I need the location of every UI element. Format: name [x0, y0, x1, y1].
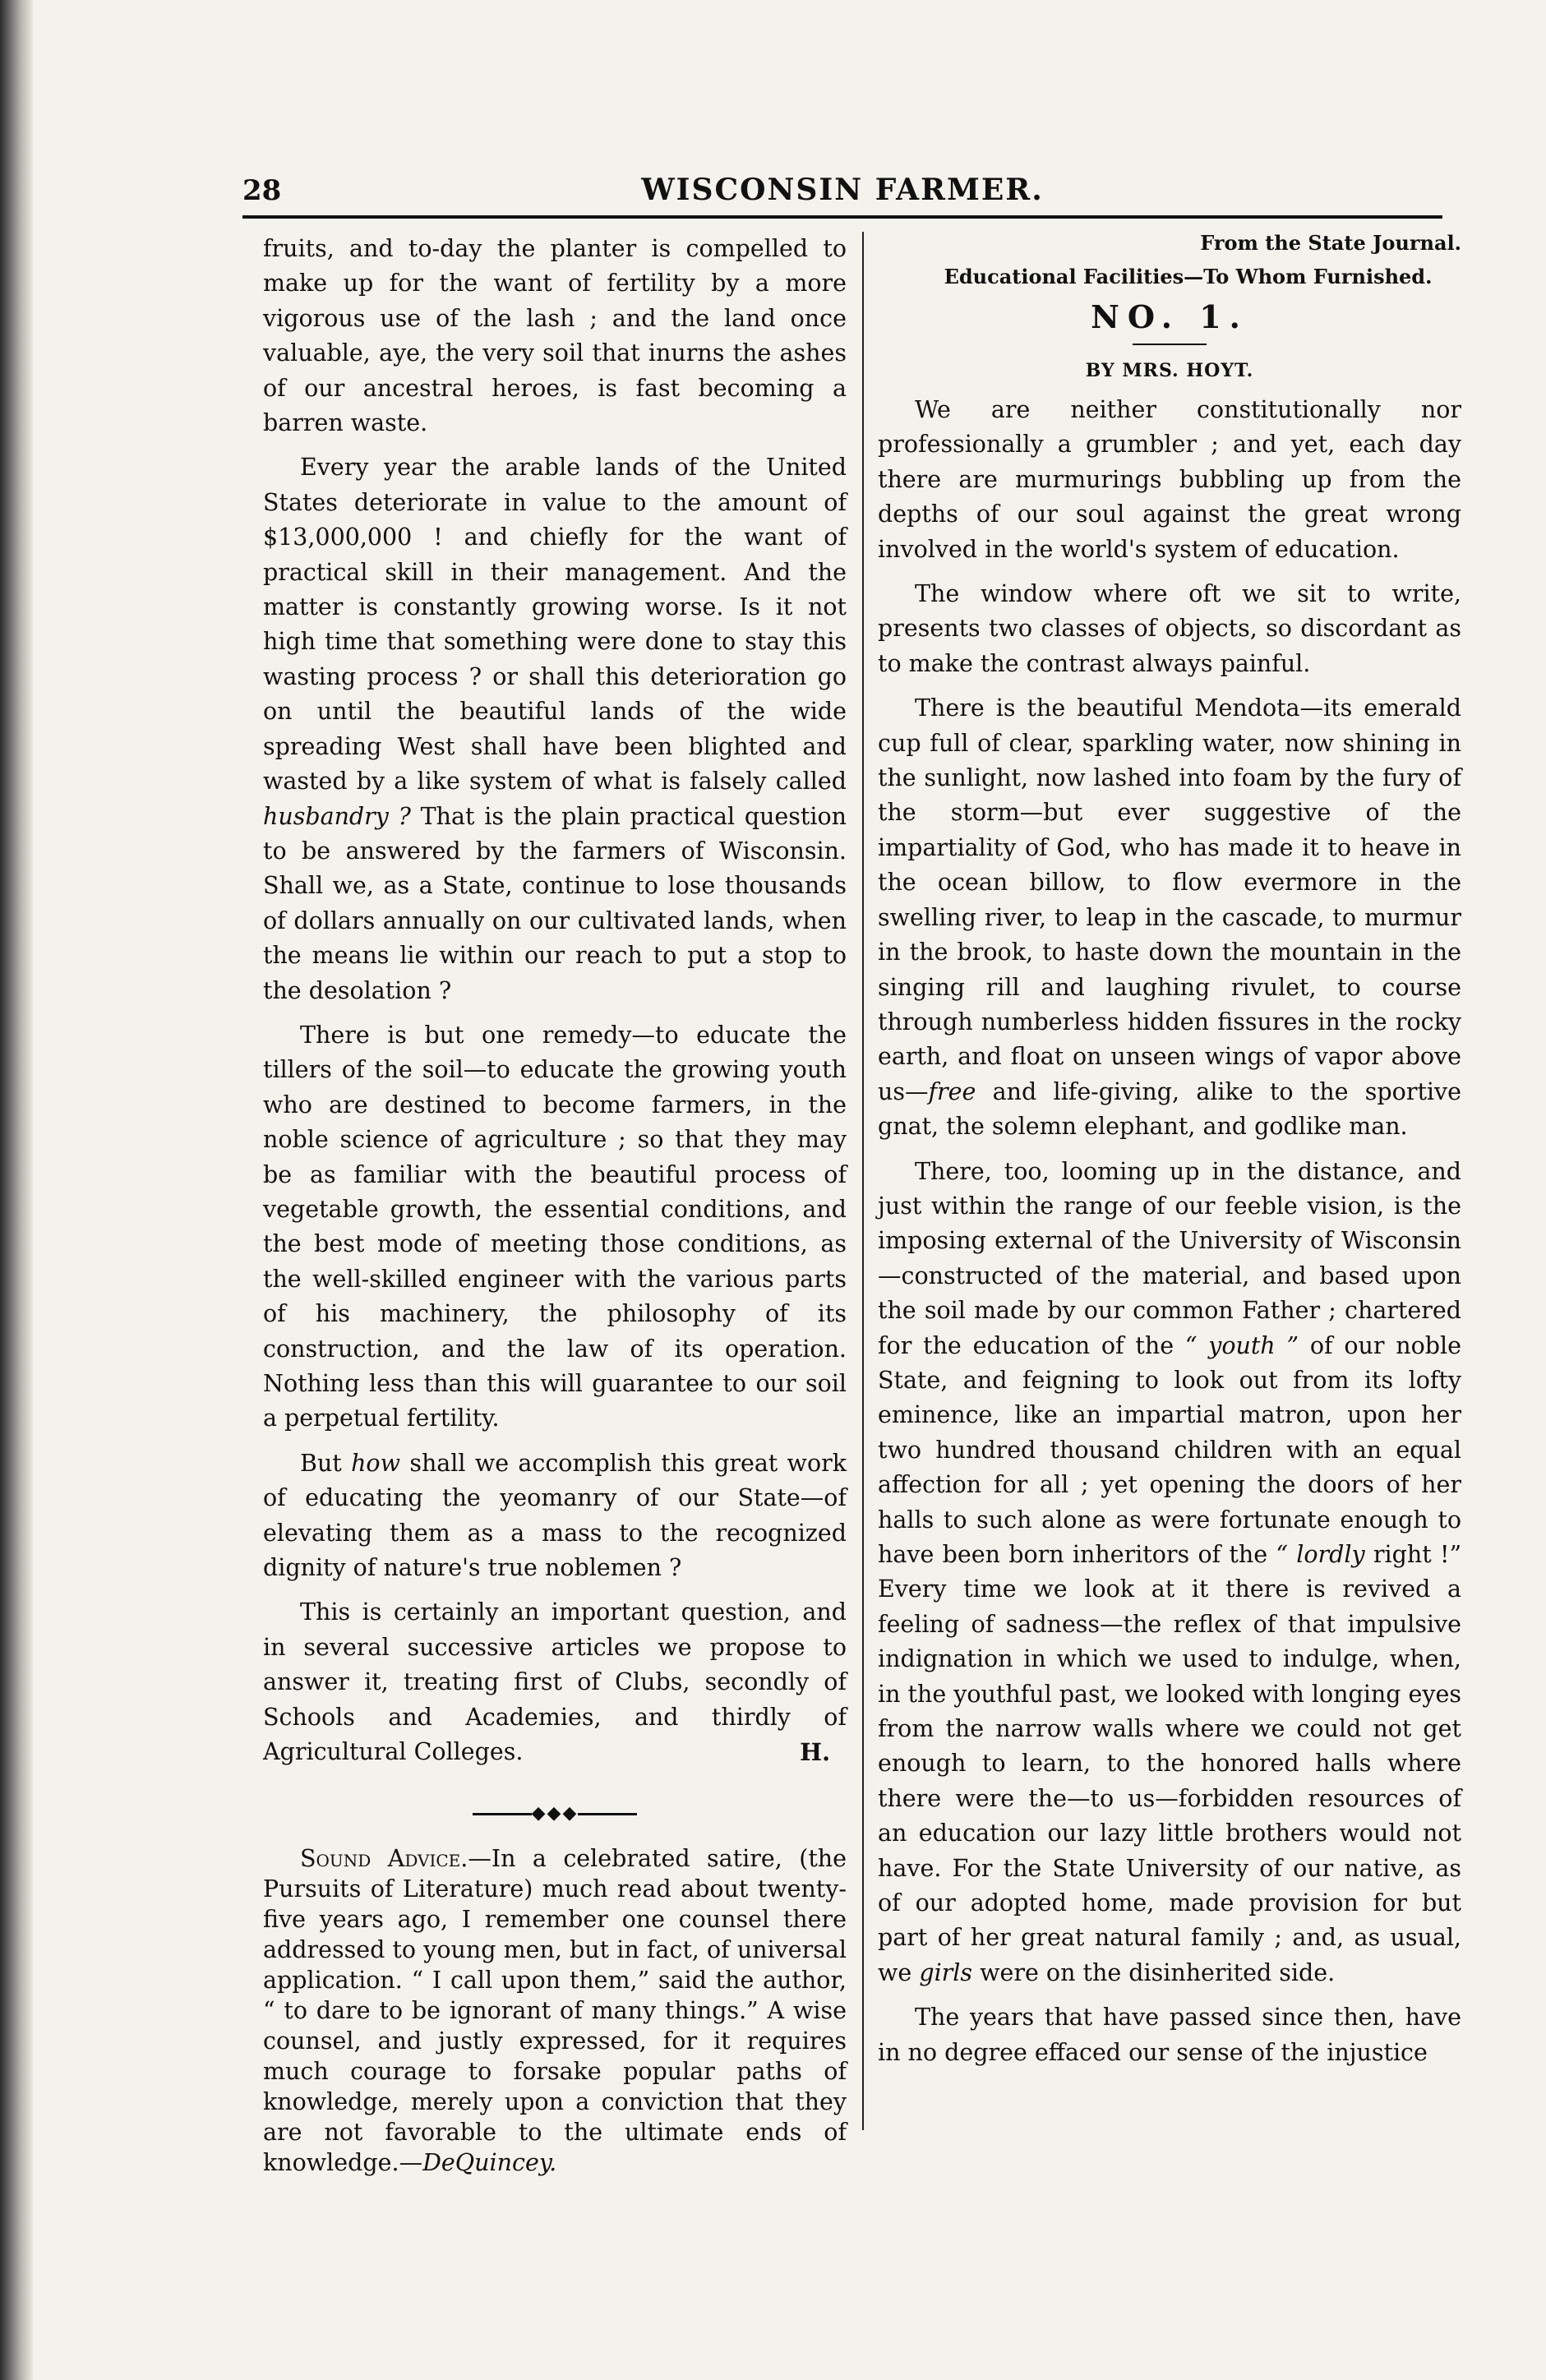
column-divider [862, 232, 864, 2130]
right-paragraph-3 [878, 691, 1461, 1144]
right-column [878, 232, 1461, 2080]
article-heading: Educational Facilities—To Whom Furnished. [944, 265, 1433, 288]
header-rule [242, 215, 1442, 219]
right-paragraph-4-text-c: right !” Every time we look at it there is revived a feeling of sadness—the reflex of that impulsive indignation in which we used to indulge, when, in the youthful past, we looked with longing eyes from the narrow walls where we could not get enough to learn, to the honored halls where there were the—to us—forbidden resources of an education our lazy little brothers would not have. For the State University of our native, as of our adopted home, made provision for but part of her great natural family ; and, as usual, we [878, 1541, 1462, 1986]
right-paragraph-4-text-b: of our noble State, and feigning to look out from its lofty eminence, like an impartial matron, upon her two hundred thousand children with an equal affection for all ; yet opening the doors of her halls to such alone as were fortunate enough to have been born inheritors of the [878, 1331, 1462, 1568]
right-paragraph-3-italic: free [928, 1077, 976, 1105]
left-paragraph-3: There is but one remedy—to educate the tillers of the soil—to educate the growing youth who are destined to become farmers, in the noble science of agriculture ; so that they may be as familiar with the beautiful process of vegetable growth, the essential conditions, and the best mode of meeting those conditions, as the well-skilled engineer with the various parts of his machinery, the philosophy of its construction, and the law of its operation. Nothing less than this will guarantee to our soil a perpetual fertility. [263, 1021, 847, 1432]
right-paragraph-4-italic-3: girls [919, 1958, 973, 1986]
left-paragraph-4-text-a: But [300, 1449, 342, 1477]
article-source: From the State Journal. [1200, 231, 1461, 255]
left-paragraph-2-text-b: That is the plain practical question to be answered by the farmers of Wisconsin. Shall we, as a State, continue to lose thousands of dollars annually on our cultivated lands, when the means lie within our reach to put a stop to the desolation ? [263, 802, 847, 1004]
left-paragraph-2-italic: husbandry ? [263, 802, 411, 830]
article-number: NO. 1. [1091, 298, 1248, 335]
article-byline: BY MRS. HOYT. [1085, 360, 1254, 381]
running-head [242, 173, 1442, 214]
right-paragraph-4 [878, 1155, 1461, 1991]
right-paragraph-2: The window where oft we sit to write, presents two classes of objects, so discordant as to make the contrast always painful. [878, 580, 1461, 677]
left-paragraph-4-italic: how [351, 1449, 400, 1477]
book-binding-edge [0, 0, 33, 2380]
right-paragraph-5: The years that have passed since then, have in no degree effaced our sense of the injustice [878, 2004, 1461, 2066]
right-paragraph-1: We are neither constitutionally nor professionally a grumbler ; and yet, each day there are murmurings bubbling up from the depths of our soul against the great wrong involved in the world's system of education. [878, 396, 1461, 563]
journal-title: WISCONSIN FARMER. [641, 173, 1044, 207]
sound-advice-title: Sound Advice. [300, 1845, 468, 1873]
right-paragraph-3-text-a: There is the beautiful Mendota—its emerald cup full of clear, sparkling water, now shining in the sunlight, now lashed into foam by the fury of the storm—but ever suggestive of the impartiality of God, who has made it to heave in the ocean billow, to flow evermore in the swelling river, to leap in the cascade, to murmur in the brook, to haste down the mountain in the singing rill and laughing rivulet, to course through numberless hidden fissures in the rocky earth, and float on unseen wings of vapor above us— [878, 694, 1461, 1105]
left-column [263, 232, 847, 2188]
left-paragraph-5: This is certainly an important question, and in several successive articles we propose to answer it, treating first of Clubs, secondly of Schools and Academies, and thirdly of Agricultural Colleges. [263, 1598, 847, 1766]
left-paragraph-4 [263, 1446, 847, 1586]
right-paragraph-4-italic-2: “ lordly [1276, 1541, 1365, 1568]
left-paragraph-4-text-b: shall we accomplish this great work of educating the yeomanry of our State—of elevating them as a mass to the recognized dignity of nature's true noblemen ? [263, 1449, 847, 1582]
right-paragraph-4-italic-1: “ youth ” [1184, 1331, 1299, 1359]
sound-advice-section [263, 1843, 847, 2178]
sound-advice-paragraph [263, 1843, 847, 2178]
short-rule-1 [1133, 344, 1207, 345]
right-paragraph-4-text-d: were on the disinherited side. [980, 1958, 1336, 1986]
page-number: 28 [242, 174, 282, 207]
section-ornament: ◆◆◆ [263, 1804, 847, 1824]
left-paragraph-2-text-a: Every year the arable lands of the United States deteriorate in value to the amount of $13,000,000 ! and chiefly for the want of practical skill in their management. And the matter is constantly growing worse. Is it not high time that something were done to stay this wasting process ? or shall this deterioration go on until the beautiful lands of the wide spreading West shall have been blighted and wasted by a like system of what is falsely called [263, 454, 847, 796]
right-paragraph-3-text-b: and life-giving, alike to the sportive gnat, the solemn elephant, and godlike man. [878, 1077, 1461, 1141]
article-signature: H. [800, 1738, 830, 1767]
right-paragraph-4-text-a: There, too, looming up in the distance, and just within the range of our feeble vision, is the imposing external of the University of Wisconsin—constructed of the material, and based upon the soil made by our common Father ; chartered for the education of the [878, 1157, 1461, 1359]
sound-advice-author: —DeQuincey. [399, 2149, 557, 2177]
left-paragraph-2 [263, 450, 847, 1008]
left-paragraph-1: fruits, and to-day the planter is compelled to make up for the want of fertility by a more vigorous use of the lash ; and the land once valuable, aye, the very soil that inurns the ashes of our ancestral heroes, is fast becoming a barren waste. [263, 235, 847, 437]
sound-advice-text: —In a celebrated satire, (the Pursuits of Literature) much read about twenty-five years ago, I remember one counsel there addressed to young men, but in fact, of universal application. “ I call upon them,” said the author, “ to dare to be ignorant of many things.” A wise counsel, and justly expressed, for it requires much courage to forsake popular paths of knowledge, merely upon a conviction that they are not favorable to the ultimate ends of knowledge. [263, 1845, 847, 2177]
